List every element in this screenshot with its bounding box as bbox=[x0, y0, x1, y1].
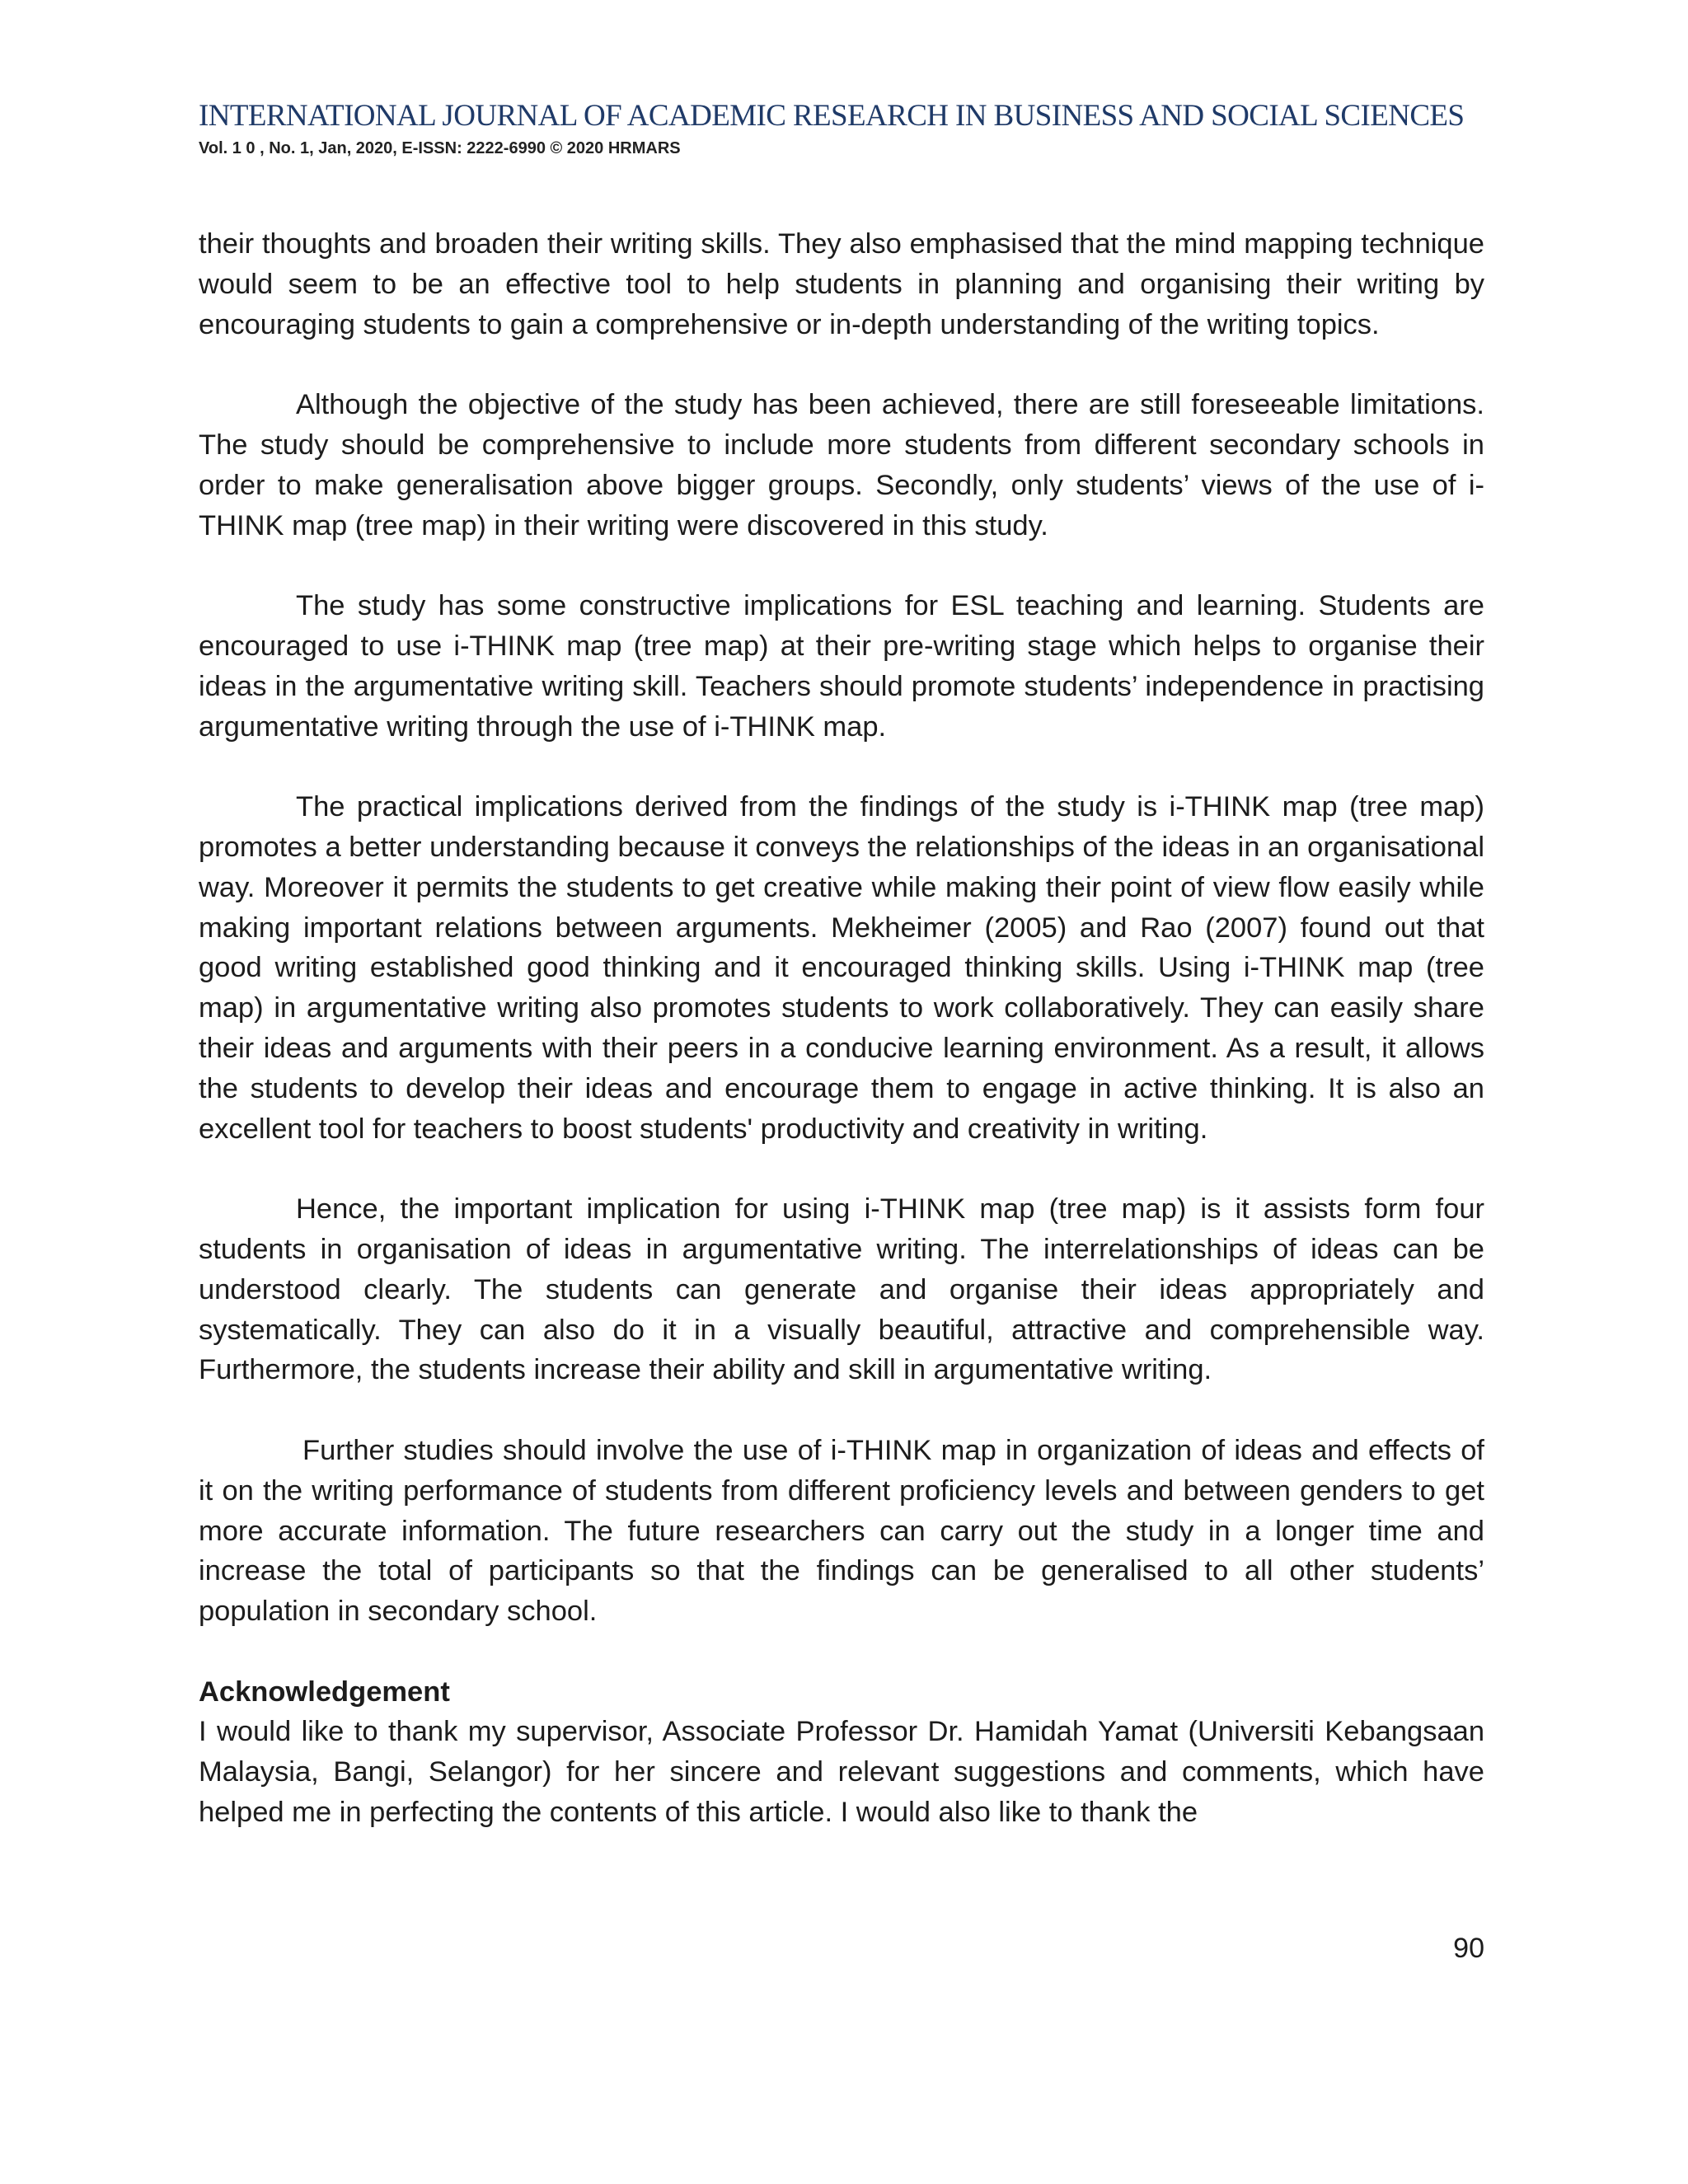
article-body bbox=[199, 224, 1484, 1833]
journal-meta: Vol. 1 0 , No. 1, Jan, 2020, E-ISSN: 2222-6990 © 2020 HRMARS bbox=[199, 139, 681, 157]
paragraph-further-studies: Further studies should involve the use of i-THINK map in organization of ideas and effects of it on the writing performance of students from different proficiency levels and between genders to get more accurate information. The future researchers can carry out the study in a longer time and increase the total of participants so that the findings can be generalised to all other students’ population in secondary school. bbox=[199, 1434, 1484, 1628]
paragraph-limitations: Although the objective of the study has been achieved, there are still foreseeable limitations. The study should be comprehensive to include more students from different secondary schools in order to make generalisation above bigger groups. Secondly, only students’ views of the use of i-THINK map (tree map) in their writing were discovered in this study. bbox=[199, 389, 1484, 541]
page-number: 90 bbox=[1453, 1933, 1484, 1964]
paragraph-important-implication: Hence, the important implication for using i-THINK map (tree map) is it assists form four students in organisation of ideas in argumentative writing. The interrelationships of ideas can be understood clearly. The students can generate and organise their ideas appropriately and systematically. They can also do it in a visually beautiful, attractive and comprehensible way. Furthermore, the students increase their ability and skill in argumentative writing. bbox=[199, 1193, 1484, 1386]
acknowledgement-heading: Acknowledgement bbox=[199, 1675, 450, 1708]
journal-title: INTERNATIONAL JOURNAL OF ACADEMIC RESEARCH IN BUSINESS AND SOCIAL SCIENCES bbox=[199, 99, 1465, 133]
paragraph-continuation: their thoughts and broaden their writing skills. They also emphasised that the mind mapping technique would seem to be an effective tool to help students in planning and organising their writing by encouraging students to gain a comprehensive or in-depth understanding of the writing topics. bbox=[199, 228, 1484, 340]
paragraph-implications: The study has some constructive implications for ESL teaching and learning. Students are encouraged to use i-THINK map (tree map) at their pre-writing stage which helps to organise their ideas in the argumentative writing skill. Teachers should promote students’ independence in practising argumentative writing through the use of i-THINK map. bbox=[199, 590, 1484, 743]
paragraph-practical-implications: The practical implications derived from the findings of the study is i-THINK map (tree map) promotes a better understanding because it conveys the relationships of the ideas in an organisational way. Moreover it permits the students to get creative while making their point of view flow easily while making important relations between arguments. Mekheimer (2005) and Rao (2007) found out that good writing established good thinking and it encouraged thinking skills. Using i-THINK map (tree map) in argumentative writing also promotes students to work collaboratively. They can easily share their ideas and arguments with their peers in a conducive learning environment. As a result, it allows the students to develop their ideas and encourage them to engage in active thinking. It is also an excellent tool for teachers to boost students' productivity and creativity in writing. bbox=[199, 791, 1484, 1145]
acknowledgement-text: I would like to thank my supervisor, Associate Professor Dr. Hamidah Yamat (Universiti Kebangsaan Malaysia, Bangi, Selangor) for her sincere and relevant suggestions and comments, which have helped me in perfecting the contents of this article. I would also like to thank the bbox=[199, 1716, 1484, 1829]
